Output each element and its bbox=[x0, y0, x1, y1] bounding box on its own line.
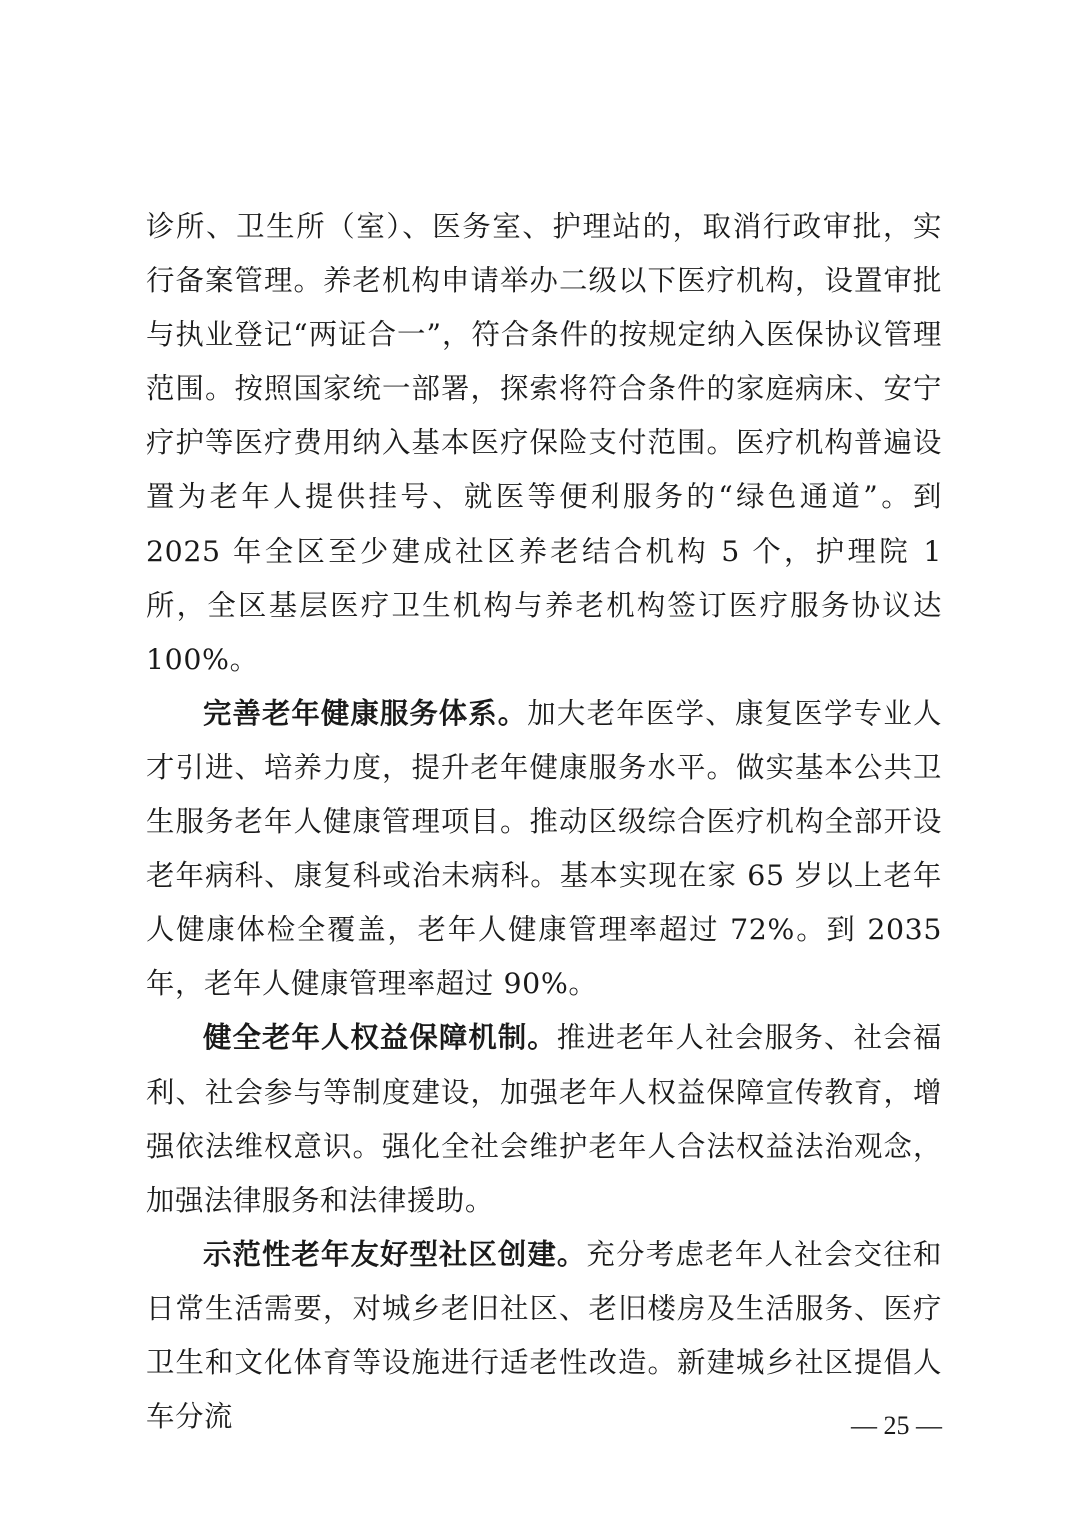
paragraph-text: 诊所、卫生所（室）、医务室、护理站的，取消行政审批，实行备案管理。养老机构申请举办二级以下医疗机构，设置审批与执业登记“两证合一”，符合条件的按规定纳入医保协议管理范围。按照国家统一部署，探索将符合条件的家庭病床、安宁疗护等医疗费用纳入基本医疗保险支付范围。医疗机构普遍设置为老年人提供挂号、就医等便利服务的“绿色通道”。到 2025 年全区至少建成社区养老结合机构 5 个，护理院 1 所，全区基层医疗卫生机构与养老机构签订医疗服务协议达 100%。 bbox=[146, 210, 942, 676]
paragraph-elderly-health-services bbox=[146, 687, 942, 1012]
paragraph-text: 加大老年医学、康复医学专业人才引进、培养力度，提升老年健康服务水平。做实基本公共卫生服务老年人健康管理项目。推动区级综合医疗机构全部开设老年病科、康复科或治未病科。基本实现在家 65 岁以上老年人健康体检全覆盖，老年人健康管理率超过 72%。到 2035 年，老年人健康管理率超过 90%。 bbox=[146, 696, 942, 1001]
body-text bbox=[146, 200, 942, 1444]
paragraph-continuation bbox=[146, 200, 942, 687]
paragraph-heading: 示范性老年友好型社区创建。 bbox=[203, 1237, 587, 1271]
paragraph-text: 充分考虑老年人社会交往和日常生活需要，对城乡老旧社区、老旧楼房及生活服务、医疗卫生和文化体育等设施进行适老性改造。新建城乡社区提倡人车分流 bbox=[146, 1237, 943, 1434]
paragraph-text: 推进老年人社会服务、社会福利、社会参与等制度建设，加强老年人权益保障宣传教育，增强依法维权意识。强化全社会维护老年人合法权益法治观念，加强法律服务和法律援助。 bbox=[146, 1021, 942, 1217]
page-number: — 25 — bbox=[851, 1411, 942, 1440]
paragraph-heading: 健全老年人权益保障机制。 bbox=[203, 1021, 557, 1055]
paragraph-elderly-rights bbox=[146, 1011, 942, 1227]
paragraph-heading: 完善老年健康服务体系。 bbox=[203, 696, 528, 730]
